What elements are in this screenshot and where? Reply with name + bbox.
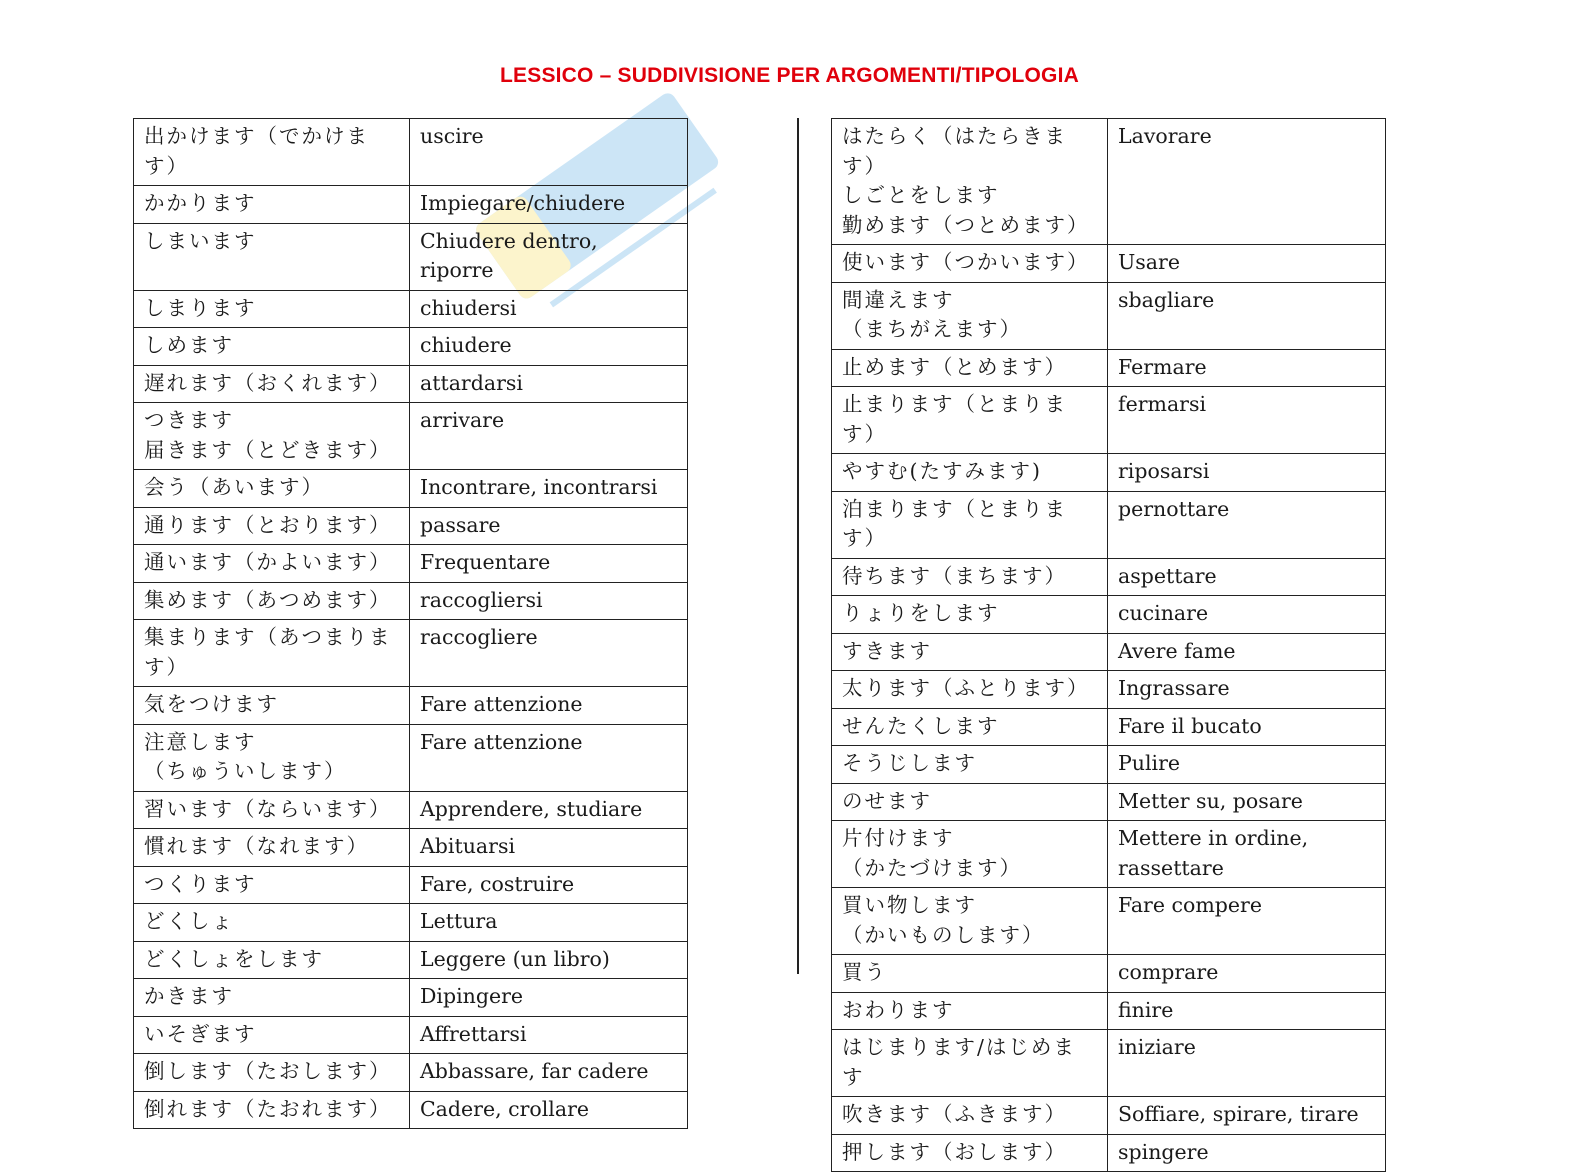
table-row xyxy=(832,955,1386,993)
table-row xyxy=(134,186,688,224)
italian-translation: Abbassare, far cadere xyxy=(410,1054,688,1092)
japanese-term: 遅れます（おくれます） xyxy=(134,365,410,403)
italian-translation: finire xyxy=(1108,992,1386,1030)
japanese-term: 間違えます （まちがえます） xyxy=(832,282,1108,349)
table-row xyxy=(832,282,1386,349)
japanese-term: 片付けます （かたづけます） xyxy=(832,821,1108,888)
table-row xyxy=(134,687,688,725)
italian-translation: arrivare xyxy=(410,403,688,470)
table-row xyxy=(134,582,688,620)
japanese-term: 出かけます（でかけます） xyxy=(134,119,410,186)
japanese-term: のせます xyxy=(832,783,1108,821)
japanese-term: りょりをします xyxy=(832,596,1108,634)
table-row xyxy=(134,941,688,979)
japanese-term: 倒します（たおします） xyxy=(134,1054,410,1092)
table-row xyxy=(134,365,688,403)
table-row xyxy=(134,620,688,687)
italian-translation: riposarsi xyxy=(1108,454,1386,492)
table-row xyxy=(134,328,688,366)
italian-translation: Lavorare xyxy=(1108,119,1386,245)
japanese-term: かかります xyxy=(134,186,410,224)
japanese-term: しめます xyxy=(134,328,410,366)
italian-translation: raccogliersi xyxy=(410,582,688,620)
table-row xyxy=(134,223,688,290)
table-row xyxy=(134,470,688,508)
japanese-term: はじまります/はじめます xyxy=(832,1030,1108,1097)
table-row xyxy=(832,633,1386,671)
table-row xyxy=(134,829,688,867)
japanese-term: しまいます xyxy=(134,223,410,290)
japanese-term: 太ります（ふとります） xyxy=(832,671,1108,709)
table-row xyxy=(832,454,1386,492)
italian-translation: Affrettarsi xyxy=(410,1016,688,1054)
japanese-term: すきます xyxy=(832,633,1108,671)
japanese-term: 会う（あいます） xyxy=(134,470,410,508)
italian-translation: Fermare xyxy=(1108,349,1386,387)
table-row xyxy=(832,888,1386,955)
italian-translation: Avere fame xyxy=(1108,633,1386,671)
japanese-term: 慣れます（なれます） xyxy=(134,829,410,867)
table-row xyxy=(134,290,688,328)
italian-translation: Metter su, posare xyxy=(1108,783,1386,821)
italian-translation: passare xyxy=(410,507,688,545)
japanese-term: 押します（おします） xyxy=(832,1134,1108,1172)
italian-translation: Lettura xyxy=(410,904,688,942)
table-row xyxy=(134,1091,688,1129)
vocab-table-right xyxy=(831,118,1386,1172)
italian-translation: Chiudere dentro, riporre xyxy=(410,223,688,290)
japanese-term: 吹きます（ふきます） xyxy=(832,1097,1108,1135)
table-row xyxy=(134,904,688,942)
japanese-term: どくしょ xyxy=(134,904,410,942)
japanese-term: やすむ(たすみます) xyxy=(832,454,1108,492)
italian-translation: uscire xyxy=(410,119,688,186)
italian-translation: Impiegare/chiudere xyxy=(410,186,688,224)
japanese-term: 泊まります（とまります） xyxy=(832,491,1108,558)
japanese-term: どくしょをします xyxy=(134,941,410,979)
table-row xyxy=(134,507,688,545)
table-row xyxy=(134,119,688,186)
japanese-term: せんたくします xyxy=(832,708,1108,746)
italian-translation: Dipingere xyxy=(410,979,688,1017)
italian-translation: pernottare xyxy=(1108,491,1386,558)
italian-translation: Leggere (un libro) xyxy=(410,941,688,979)
japanese-term: 気をつけます xyxy=(134,687,410,725)
table-row xyxy=(134,866,688,904)
italian-translation: Pulire xyxy=(1108,746,1386,784)
japanese-term: 通ります（とおります） xyxy=(134,507,410,545)
table-row xyxy=(832,1097,1386,1135)
japanese-term: はたらく（はたらきます） しごとをします 勤めます（つとめます） xyxy=(832,119,1108,245)
table-row xyxy=(832,1030,1386,1097)
italian-translation: Fare il bucato xyxy=(1108,708,1386,746)
italian-translation: Apprendere, studiare xyxy=(410,791,688,829)
japanese-term: 買い物します （かいものします） xyxy=(832,888,1108,955)
japanese-term: かきます xyxy=(134,979,410,1017)
japanese-term: 集まります（あつまりま す） xyxy=(134,620,410,687)
italian-translation: cucinare xyxy=(1108,596,1386,634)
italian-translation: iniziare xyxy=(1108,1030,1386,1097)
italian-translation: fermarsi xyxy=(1108,387,1386,454)
japanese-term: 使います（つかいます） xyxy=(832,245,1108,283)
table-row xyxy=(134,724,688,791)
italian-translation: Fare, costruire xyxy=(410,866,688,904)
japanese-term: つきます 届きます（とどきます） xyxy=(134,403,410,470)
table-row xyxy=(832,992,1386,1030)
table-row xyxy=(832,558,1386,596)
table-row xyxy=(832,245,1386,283)
vocab-table-left xyxy=(133,118,688,1129)
japanese-term: 買う xyxy=(832,955,1108,993)
table-row xyxy=(134,545,688,583)
table-row xyxy=(134,1054,688,1092)
table-row xyxy=(832,387,1386,454)
table-row xyxy=(134,791,688,829)
italian-translation: Incontrare, incontrarsi xyxy=(410,470,688,508)
japanese-term: つくります xyxy=(134,866,410,904)
column-divider xyxy=(797,118,799,974)
page-title: LESSICO – SUDDIVISIONE PER ARGOMENTI/TIPOLOGIA xyxy=(500,64,1079,87)
italian-translation: attardarsi xyxy=(410,365,688,403)
italian-translation: sbagliare xyxy=(1108,282,1386,349)
table-row xyxy=(832,596,1386,634)
japanese-term: 注意します （ちゅういします） xyxy=(134,724,410,791)
japanese-term: 止めます（とめます） xyxy=(832,349,1108,387)
japanese-term: 通います（かよいます） xyxy=(134,545,410,583)
japanese-term: 止まります（とまります） xyxy=(832,387,1108,454)
table-row xyxy=(832,1134,1386,1172)
italian-translation: Fare attenzione xyxy=(410,687,688,725)
japanese-term: 集めます（あつめます） xyxy=(134,582,410,620)
italian-translation: raccogliere xyxy=(410,620,688,687)
japanese-term: おわります xyxy=(832,992,1108,1030)
table-row xyxy=(134,1016,688,1054)
japanese-term: そうじします xyxy=(832,746,1108,784)
table-row xyxy=(134,979,688,1017)
italian-translation: chiudersi xyxy=(410,290,688,328)
italian-translation: chiudere xyxy=(410,328,688,366)
table-row xyxy=(832,349,1386,387)
japanese-term: しまります xyxy=(134,290,410,328)
table-row xyxy=(832,821,1386,888)
japanese-term: 習います（ならいます） xyxy=(134,791,410,829)
japanese-term: 倒れます（たおれます） xyxy=(134,1091,410,1129)
table-row xyxy=(832,119,1386,245)
italian-translation: Fare compere xyxy=(1108,888,1386,955)
italian-translation: Cadere, crollare xyxy=(410,1091,688,1129)
table-row xyxy=(134,403,688,470)
italian-translation: aspettare xyxy=(1108,558,1386,596)
japanese-term: いそぎます xyxy=(134,1016,410,1054)
table-row xyxy=(832,783,1386,821)
table-row xyxy=(832,491,1386,558)
table-row xyxy=(832,746,1386,784)
italian-translation: Frequentare xyxy=(410,545,688,583)
italian-translation: Usare xyxy=(1108,245,1386,283)
table-row xyxy=(832,708,1386,746)
italian-translation: comprare xyxy=(1108,955,1386,993)
italian-translation: Fare attenzione xyxy=(410,724,688,791)
table-row xyxy=(832,671,1386,709)
italian-translation: Abituarsi xyxy=(410,829,688,867)
italian-translation: Soffiare, spirare, tirare xyxy=(1108,1097,1386,1135)
italian-translation: Mettere in ordine, rassettare xyxy=(1108,821,1386,888)
japanese-term: 待ちます（まちます） xyxy=(832,558,1108,596)
italian-translation: spingere xyxy=(1108,1134,1386,1172)
italian-translation: Ingrassare xyxy=(1108,671,1386,709)
